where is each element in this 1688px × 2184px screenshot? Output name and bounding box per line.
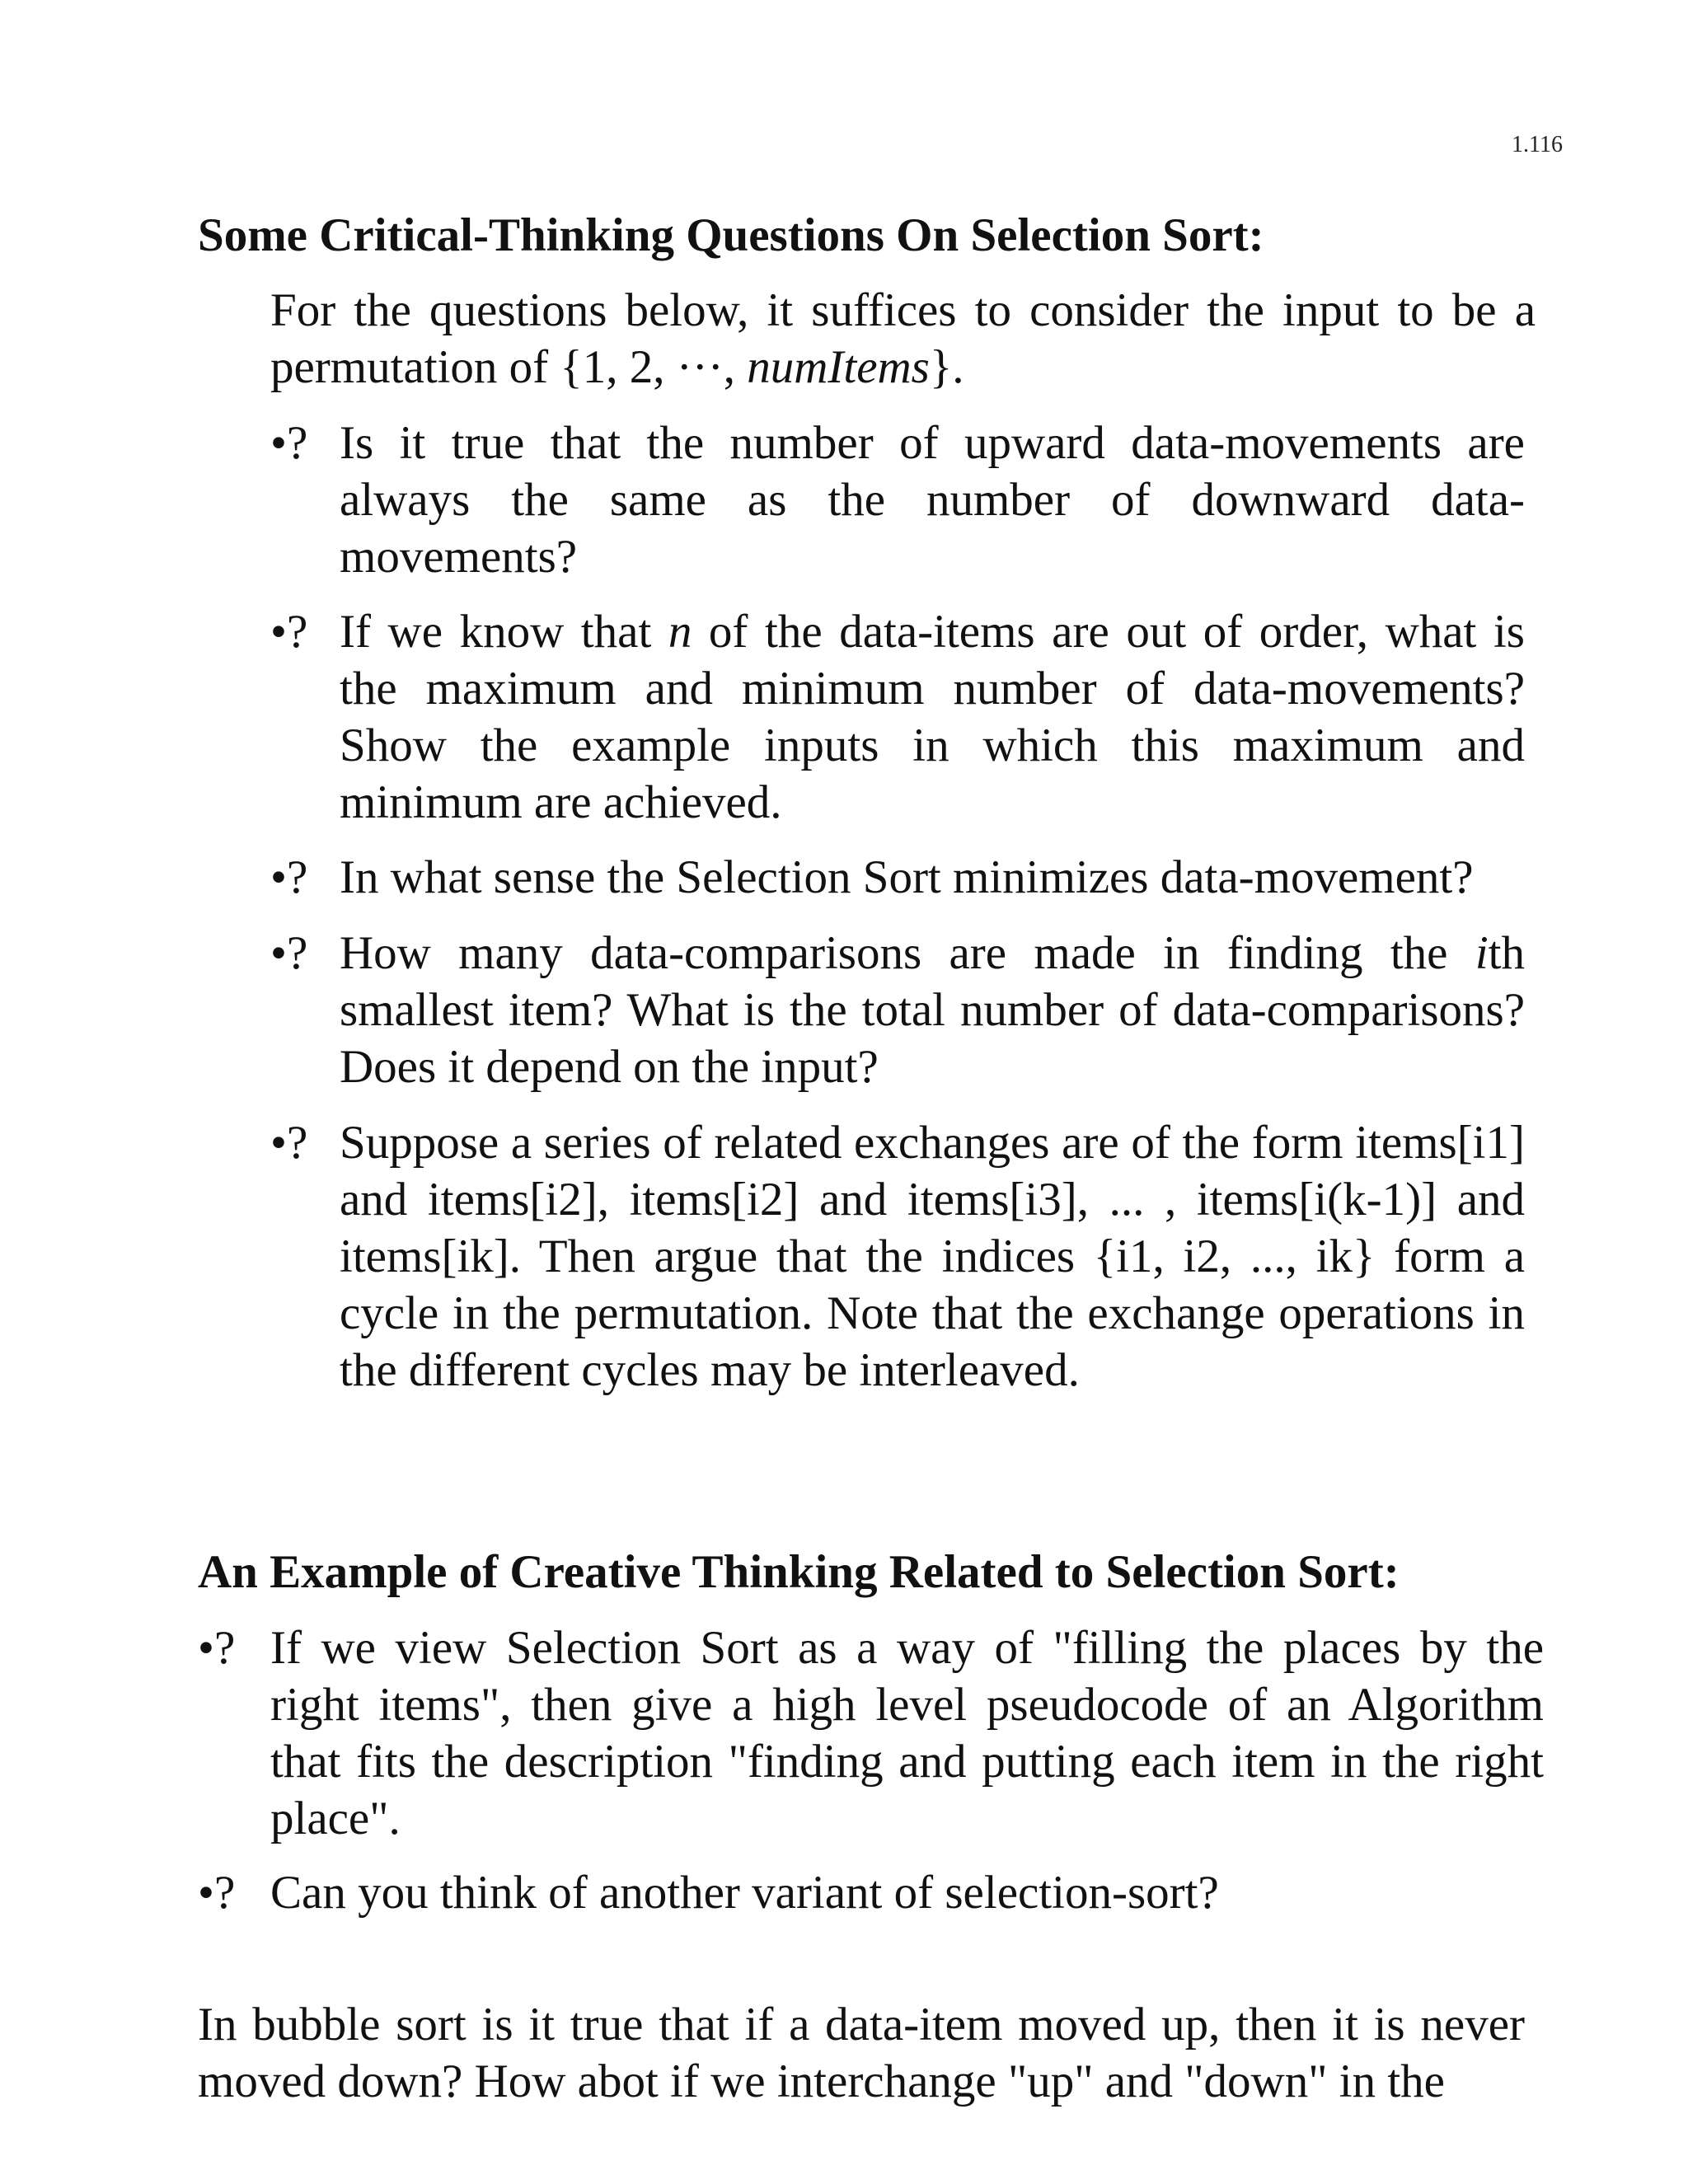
page-number: 1.116 [1512, 132, 1563, 157]
question-text: In what sense the Selection Sort minimizes data-movement? [340, 851, 1474, 903]
question-italic-i: i [1475, 927, 1489, 979]
question-text [340, 925, 1525, 1095]
question-bullet: •? [270, 606, 308, 658]
question-bullet: •? [270, 927, 308, 979]
question-bullet: •? [270, 851, 308, 903]
question-bullet: •? [198, 1867, 236, 1919]
question-bullet: •? [270, 417, 308, 469]
intro-italic-numitems: numItems [747, 341, 930, 393]
question-text-part: th smallest item? What is the total number of data-comparisons? Does it depend on the input? [340, 927, 1525, 1093]
question-bullet: •? [270, 1117, 308, 1169]
question-text-part: How many data-comparisons are made in finding the [340, 927, 1475, 979]
question-text: Suppose a series of related exchanges are of the form items[i1] and items[i2], items[i2] and items[i3], ... , items[i(k-1)] and items[ik]. Then argue that the indices {i1, i2, ..., ik} form a cycle in the permutation. Note that the exchange operations in the different cycles may be interleaved. [340, 1117, 1525, 1396]
question-italic-n: n [668, 606, 692, 658]
intro-paragraph [270, 282, 1536, 396]
question-text: Is it true that the number of upward data-movements are always the same as the number of downward data-movements? [340, 417, 1525, 583]
question-bullet: •? [198, 1622, 236, 1674]
section-heading-creative-thinking: An Example of Creative Thinking Related to Selection Sort: [198, 1546, 1400, 1598]
section-heading-critical-thinking: Some Critical-Thinking Questions On Selection Sort: [198, 209, 1264, 261]
closing-paragraph: In bubble sort is it true that if a data-item moved up, then it is never moved down? How abot if we interchange "up" and "down" in the [198, 1999, 1525, 2107]
intro-text: For the questions below, it suffices to consider the input to be a permutation of {1, 2, ···, [270, 284, 1536, 393]
intro-text-end: }. [929, 341, 964, 393]
question-text [340, 603, 1525, 831]
question-text: If we view Selection Sort as a way of "filling the places by the right items", then give a high level pseudocode of an Algorithm that fits the description "finding and putting each item in the right place". [270, 1622, 1544, 1844]
question-text-part: If we know that [340, 606, 668, 658]
question-text-part: of the data-items are out of order, what is the maximum and minimum number of data-movements? Show the example inputs in which this maximum and minimum are achieved. [340, 606, 1525, 828]
question-text: Can you think of another variant of selection-sort? [270, 1867, 1219, 1919]
